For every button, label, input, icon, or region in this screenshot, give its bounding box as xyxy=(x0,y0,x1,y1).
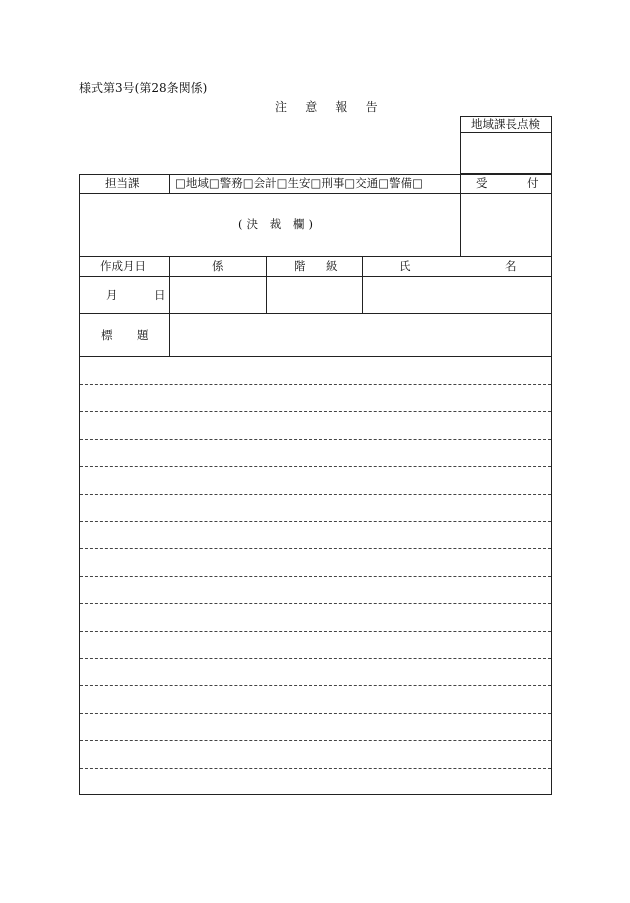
body-dotted-line xyxy=(80,713,551,714)
body-dotted-line xyxy=(80,466,551,467)
department-label: 担当課 xyxy=(105,176,140,190)
body-dotted-line xyxy=(80,548,551,549)
department-option[interactable]: □ xyxy=(412,176,423,190)
department-options xyxy=(175,178,423,190)
receipt-label-left: 受 xyxy=(476,176,488,190)
subject-field[interactable] xyxy=(170,314,551,355)
rank-field[interactable] xyxy=(267,277,361,312)
department-option[interactable]: □警務 xyxy=(208,176,243,190)
body-dotted-line xyxy=(80,631,551,632)
body-dotted-line xyxy=(80,439,551,440)
main-form xyxy=(79,174,552,795)
date-header: 作成月日 xyxy=(100,259,146,273)
rule-dept-label-sep xyxy=(169,174,170,193)
department-option[interactable]: □警備 xyxy=(378,176,413,190)
name-header-right: 名 xyxy=(505,259,517,273)
body-dotted-line xyxy=(80,576,551,577)
receipt-stamp-field[interactable] xyxy=(461,194,551,255)
day-label: 日 xyxy=(154,288,166,302)
body-dotted-line xyxy=(80,603,551,604)
department-option[interactable]: □会計 xyxy=(242,176,277,190)
department-option[interactable]: □地域 xyxy=(175,176,209,190)
receipt-label-right: 付 xyxy=(527,176,539,190)
section-header: 係 xyxy=(212,259,224,273)
inspection-label: 地域課長点検 xyxy=(471,117,540,131)
body-dotted-line xyxy=(80,411,551,412)
body-dotted-line xyxy=(80,521,551,522)
department-option[interactable]: □刑事 xyxy=(310,176,345,190)
rank-header-right: 級 xyxy=(326,259,338,273)
month-label: 月 xyxy=(106,288,118,302)
form-number: 様式第3号(第28条関係) xyxy=(79,81,208,95)
subject-label-right: 題 xyxy=(137,328,149,342)
subject-label-left: 標 xyxy=(101,328,113,342)
body-dotted-line xyxy=(80,494,551,495)
department-option[interactable]: □交通 xyxy=(344,176,379,190)
decision-label: (決 裁 欄) xyxy=(238,217,317,231)
inspection-stamp-field[interactable] xyxy=(461,133,551,173)
name-field[interactable] xyxy=(363,277,551,312)
department-option[interactable]: □生安 xyxy=(276,176,311,190)
rule-subject-bottom xyxy=(79,356,552,357)
page-title: 注 意 報 告 xyxy=(275,100,385,114)
rule-decision-bottom xyxy=(79,256,552,257)
rank-header-left: 階 xyxy=(294,259,306,273)
body-dotted-line xyxy=(80,384,551,385)
decision-field[interactable] xyxy=(80,194,459,255)
name-header-left: 氏 xyxy=(399,259,411,273)
body-dotted-line xyxy=(80,740,551,741)
body-dotted-line xyxy=(80,768,551,769)
body-dotted-line xyxy=(80,685,551,686)
section-field[interactable] xyxy=(170,277,265,312)
body-dotted-line xyxy=(80,658,551,659)
